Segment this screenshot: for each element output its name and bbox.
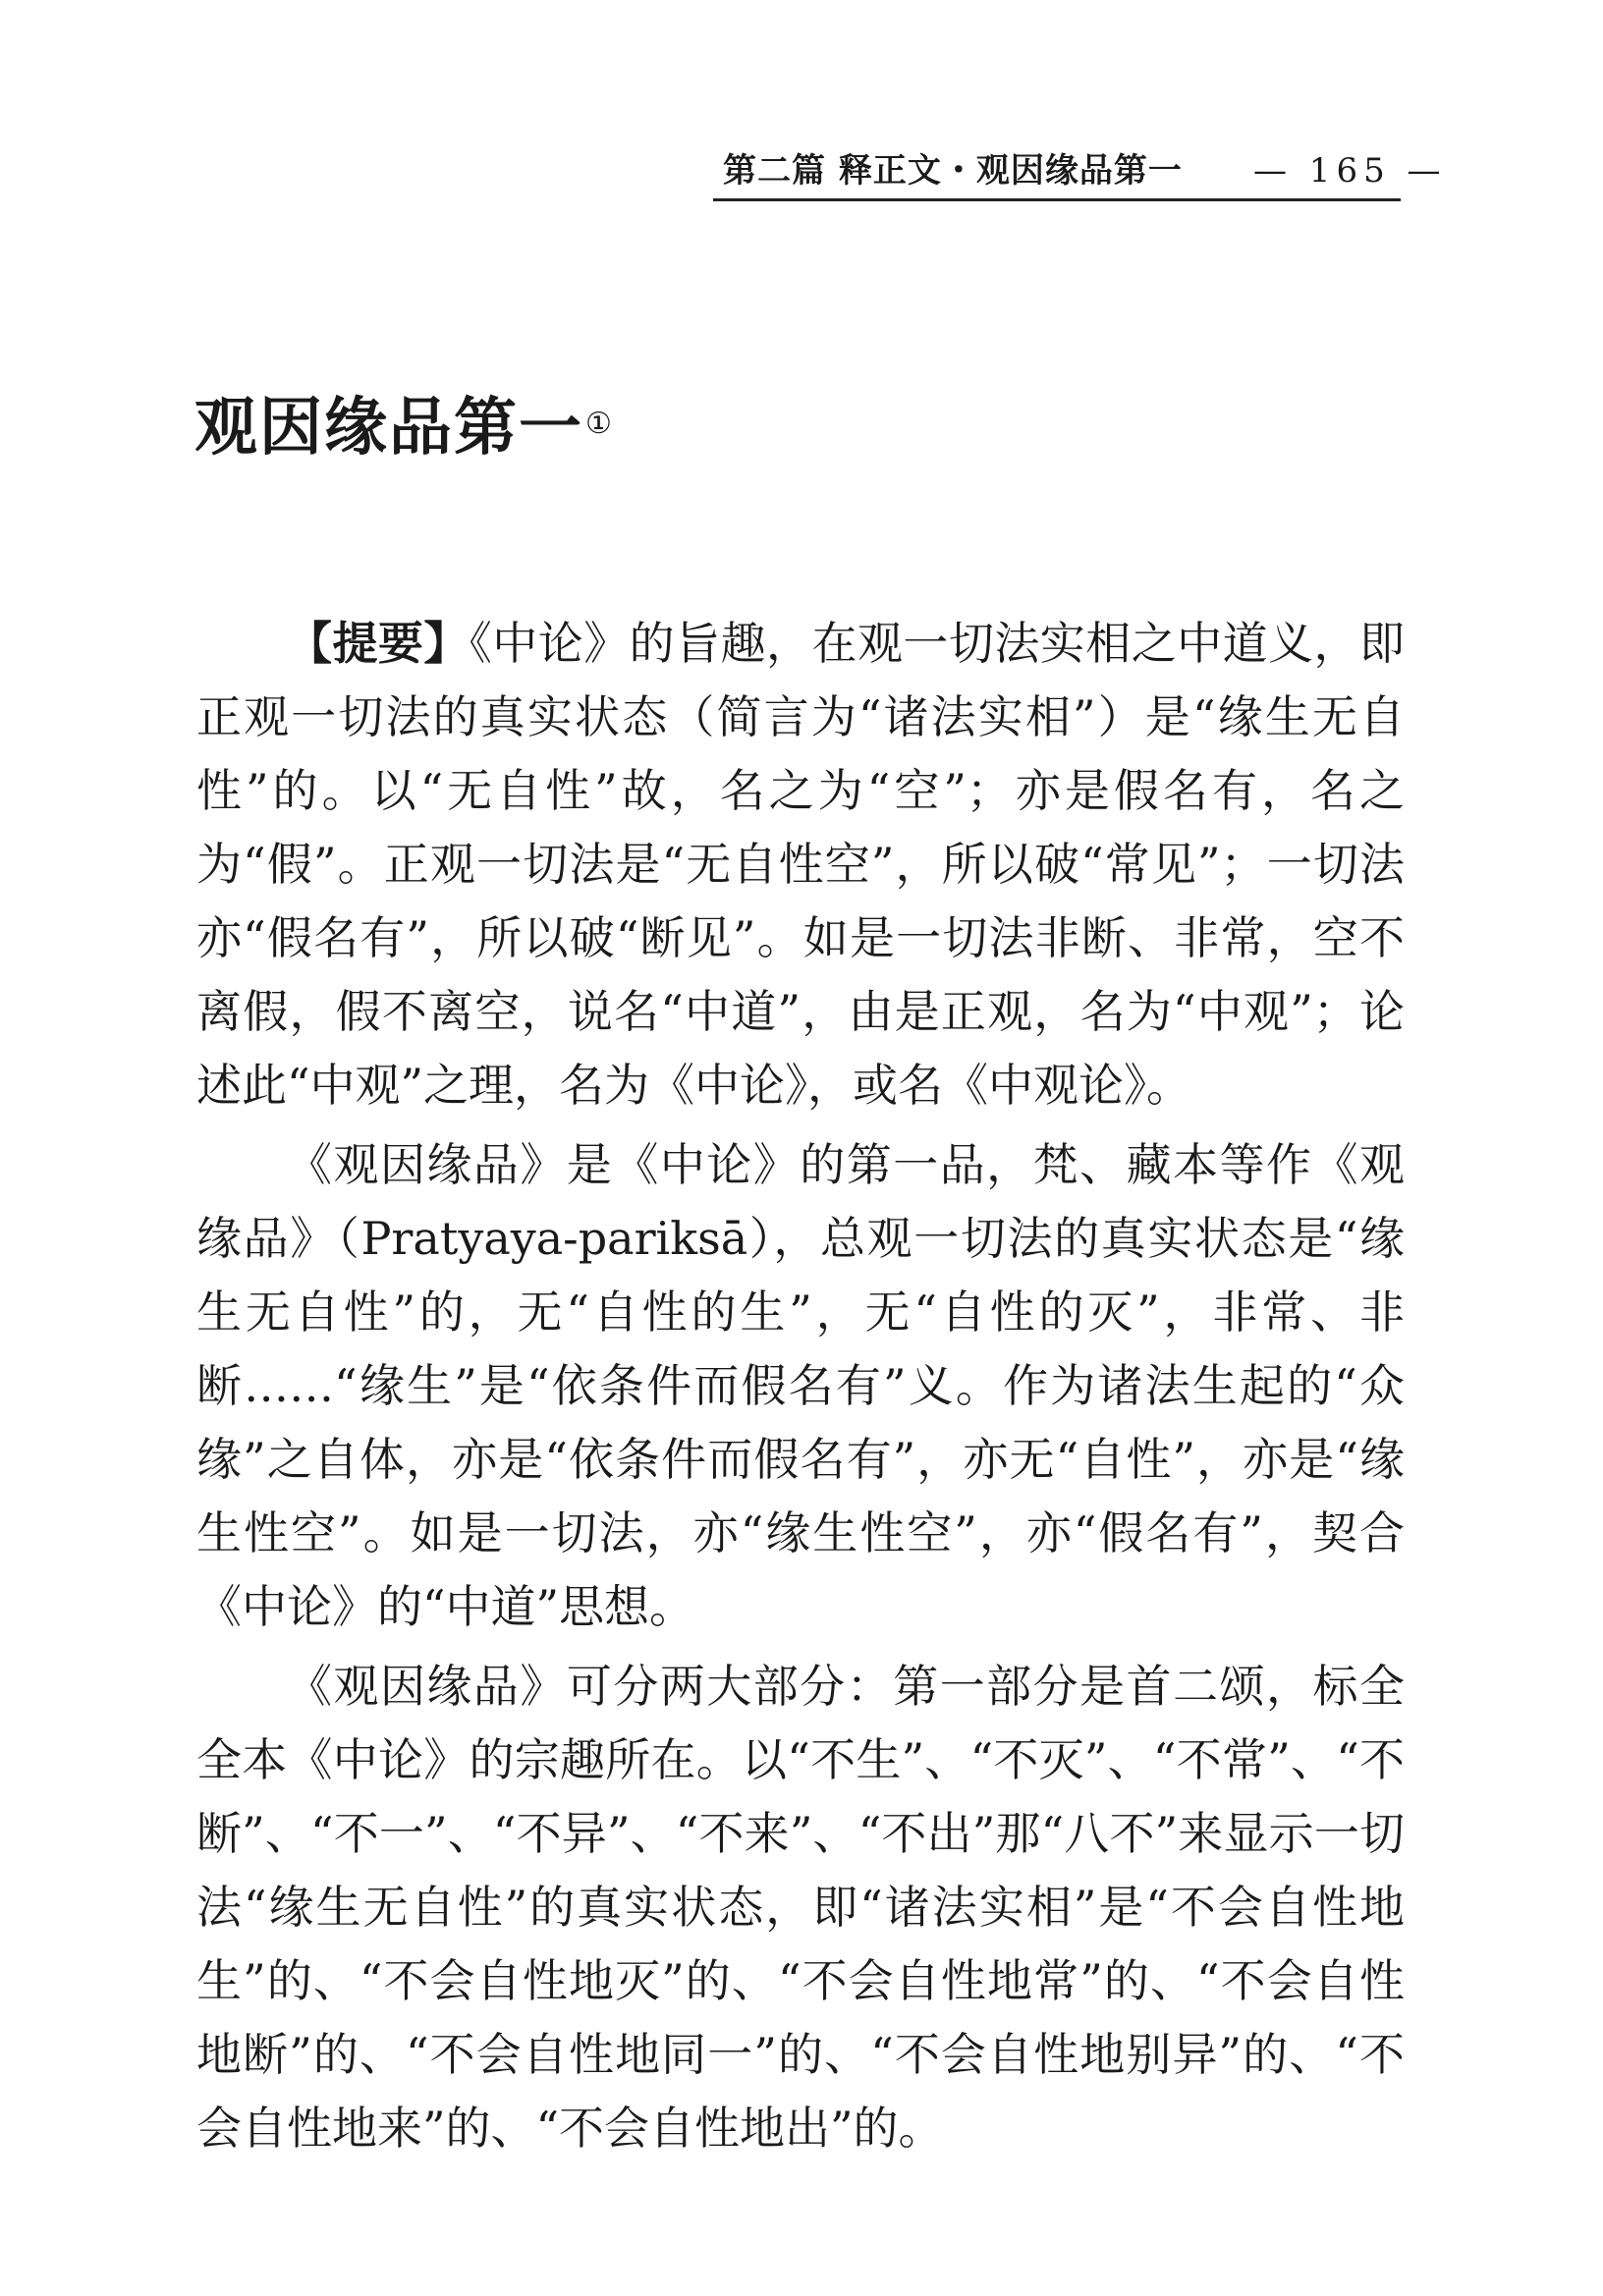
paragraph-summary xyxy=(196,607,1405,1122)
summary-label: 【提要】 xyxy=(287,617,470,670)
paragraph xyxy=(196,1128,1405,1644)
page-number: — 165 — xyxy=(1253,151,1447,191)
body-text xyxy=(196,607,1405,2171)
chapter-title xyxy=(194,389,614,467)
running-head-section: 第二篇 释正文・观因缘品第一 xyxy=(723,151,1183,191)
paragraph-text: 《观因缘品》是《中论》的第一品，梵、藏本等作《观缘品》（Pratyaya-pariksā），总观一切法的真实状态是“缘生无自性”的，无“自性的生”，无“自性的灭”，非常、非断……“缘生”是“依条件而假名有”义。作为诸法生起的“众缘”之自体，亦是“依条件而假名有”，亦无“自性”，亦是“缘生性空”。如是一切法，亦“缘生性空”，亦“假名有”，契合《中论》的“中道”思想。 xyxy=(196,1138,1405,1633)
footnote-marker: ① xyxy=(585,407,614,441)
paragraph xyxy=(196,1650,1405,2165)
running-head xyxy=(713,147,1447,201)
paragraph-text: 《中论》的旨趣，在观一切法实相之中道义，即正观一切法的真实状态（简言为“诸法实相”）是“缘生无自性”的。以“无自性”故，名之为“空”；亦是假名有，名之为“假”。正观一切法是“无自性空”，所以破“常见”；一切法亦“假名有”，所以破“断见”。如是一切法非断、非常，空不离假，假不离空，说名“中道”，由是正观，名为“中观”；论述此“中观”之理，名为《中论》，或名《中观论》。 xyxy=(196,617,1406,1112)
chapter-title-text: 观因缘品第一 xyxy=(194,391,583,465)
paragraph-text: 《观因缘品》可分两大部分：第一部分是首二颂，标全全本《中论》的宗趣所在。以“不生”、“不灭”、“不常”、“不断”、“不一”、“不异”、“不来”、“不出”那“八不”来显示一切法“缘生无自性”的真实状态，即“诸法实相”是“不会自性地生”的、“不会自性地灭”的、“不会自性地常”的、“不会自性地断”的、“不会自性地同一”的、“不会自性地别异”的、“不会自性地来”的、“不会自性地出”的。 xyxy=(196,1660,1405,2155)
